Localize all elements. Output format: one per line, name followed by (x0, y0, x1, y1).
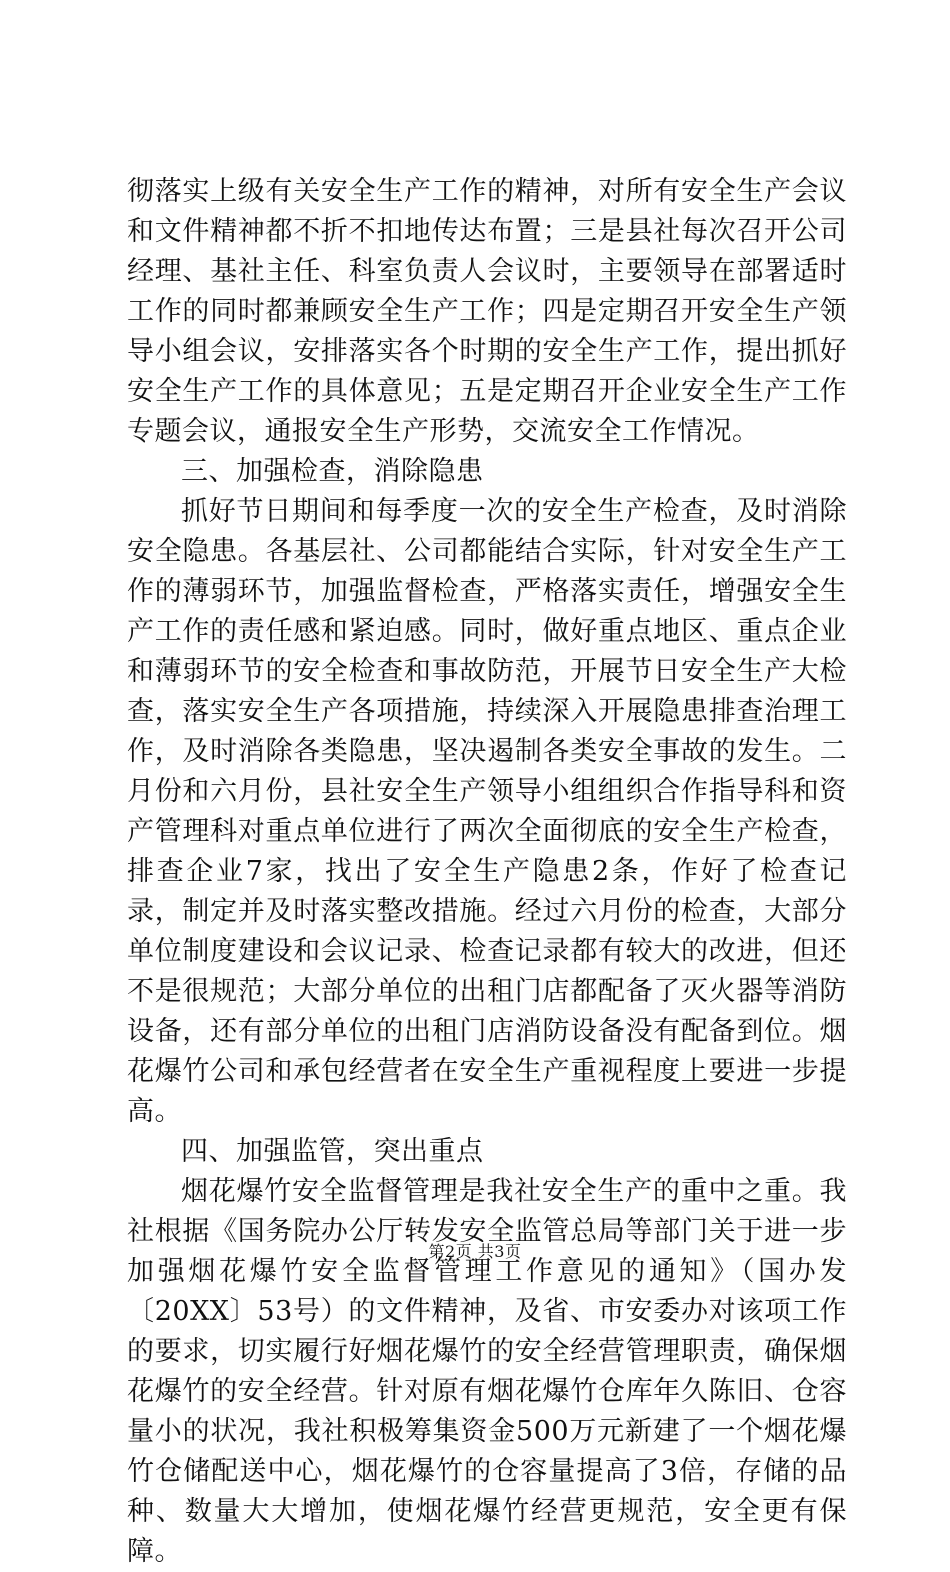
document-body (127, 172, 847, 1572)
paragraph-inspection: 抓好节日期间和每季度一次的安全生产检查，及时消除安全隐患。各基层社、公司都能结合实际，针对安全生产工作的薄弱环节，加强监督检查，严格落实责任，增强安全生产工作的责任感和紧迫感。同时，做好重点地区、重点企业和薄弱环节的安全检查和事故防范，开展节日安全生产大检查，落实安全生产各项措施，持续深入开展隐患排查治理工作，及时消除各类隐患，坚决遏制各类安全事故的发生。二月份和六月份，县社安全生产领导小组组织合作指导科和资产管理科对重点单位进行了两次全面彻底的安全生产检查，排查企业7家，找出了安全生产隐患2条，作好了检查记录，制定并及时落实整改措施。经过六月份的检查，大部分单位制度建设和会议记录、检查记录都有较大的改进，但还不是很规范；大部分单位的出租门店都配备了灭火器等消防设备，还有部分单位的出租门店消防设备没有配备到位。烟花爆竹公司和承包经营者在安全生产重视程度上要进一步提高。 (127, 496, 847, 1127)
paragraph-fireworks: 烟花爆竹安全监督管理是我社安全生产的重中之重。我社根据《国务院办公厅转发安全监管总局等部门关于进一步加强烟花爆竹安全监督管理工作意见的通知》（国办发〔20XX〕53号）的文件精神，及省、市安委办对该项工作的要求，切实履行好烟花爆竹的安全经营管理职责，确保烟花爆竹的安全经营。针对原有烟花爆竹仓库年久陈旧、仓容量小的状况，我社积极筹集资金500万元新建了一个烟花爆竹仓储配送中心，烟花爆竹的仓容量提高了3倍，存储的品种、数量大大增加，使烟花爆竹经营更规范，安全更有保障。 (127, 1176, 847, 1567)
section-heading-4: 四、加强监管，突出重点 (181, 1136, 484, 1167)
section-heading-3: 三、加强检查，消除隐患 (181, 456, 484, 487)
paragraph-intro: 彻落实上级有关安全生产工作的精神，对所有安全生产会议和文件精神都不折不扣地传达布置；三是县社每次召开公司经理、基社主任、科室负责人会议时，主要领导在部署适时工作的同时都兼顾安全生产工作；四是定期召开安全生产领导小组会议，安排落实各个时期的安全生产工作，提出抓好安全生产工作的具体意见；五是定期召开企业安全生产工作专题会议，通报安全生产形势，交流安全工作情况。 (127, 176, 847, 447)
page-footer: 第2页 共3页 (428, 1242, 522, 1261)
